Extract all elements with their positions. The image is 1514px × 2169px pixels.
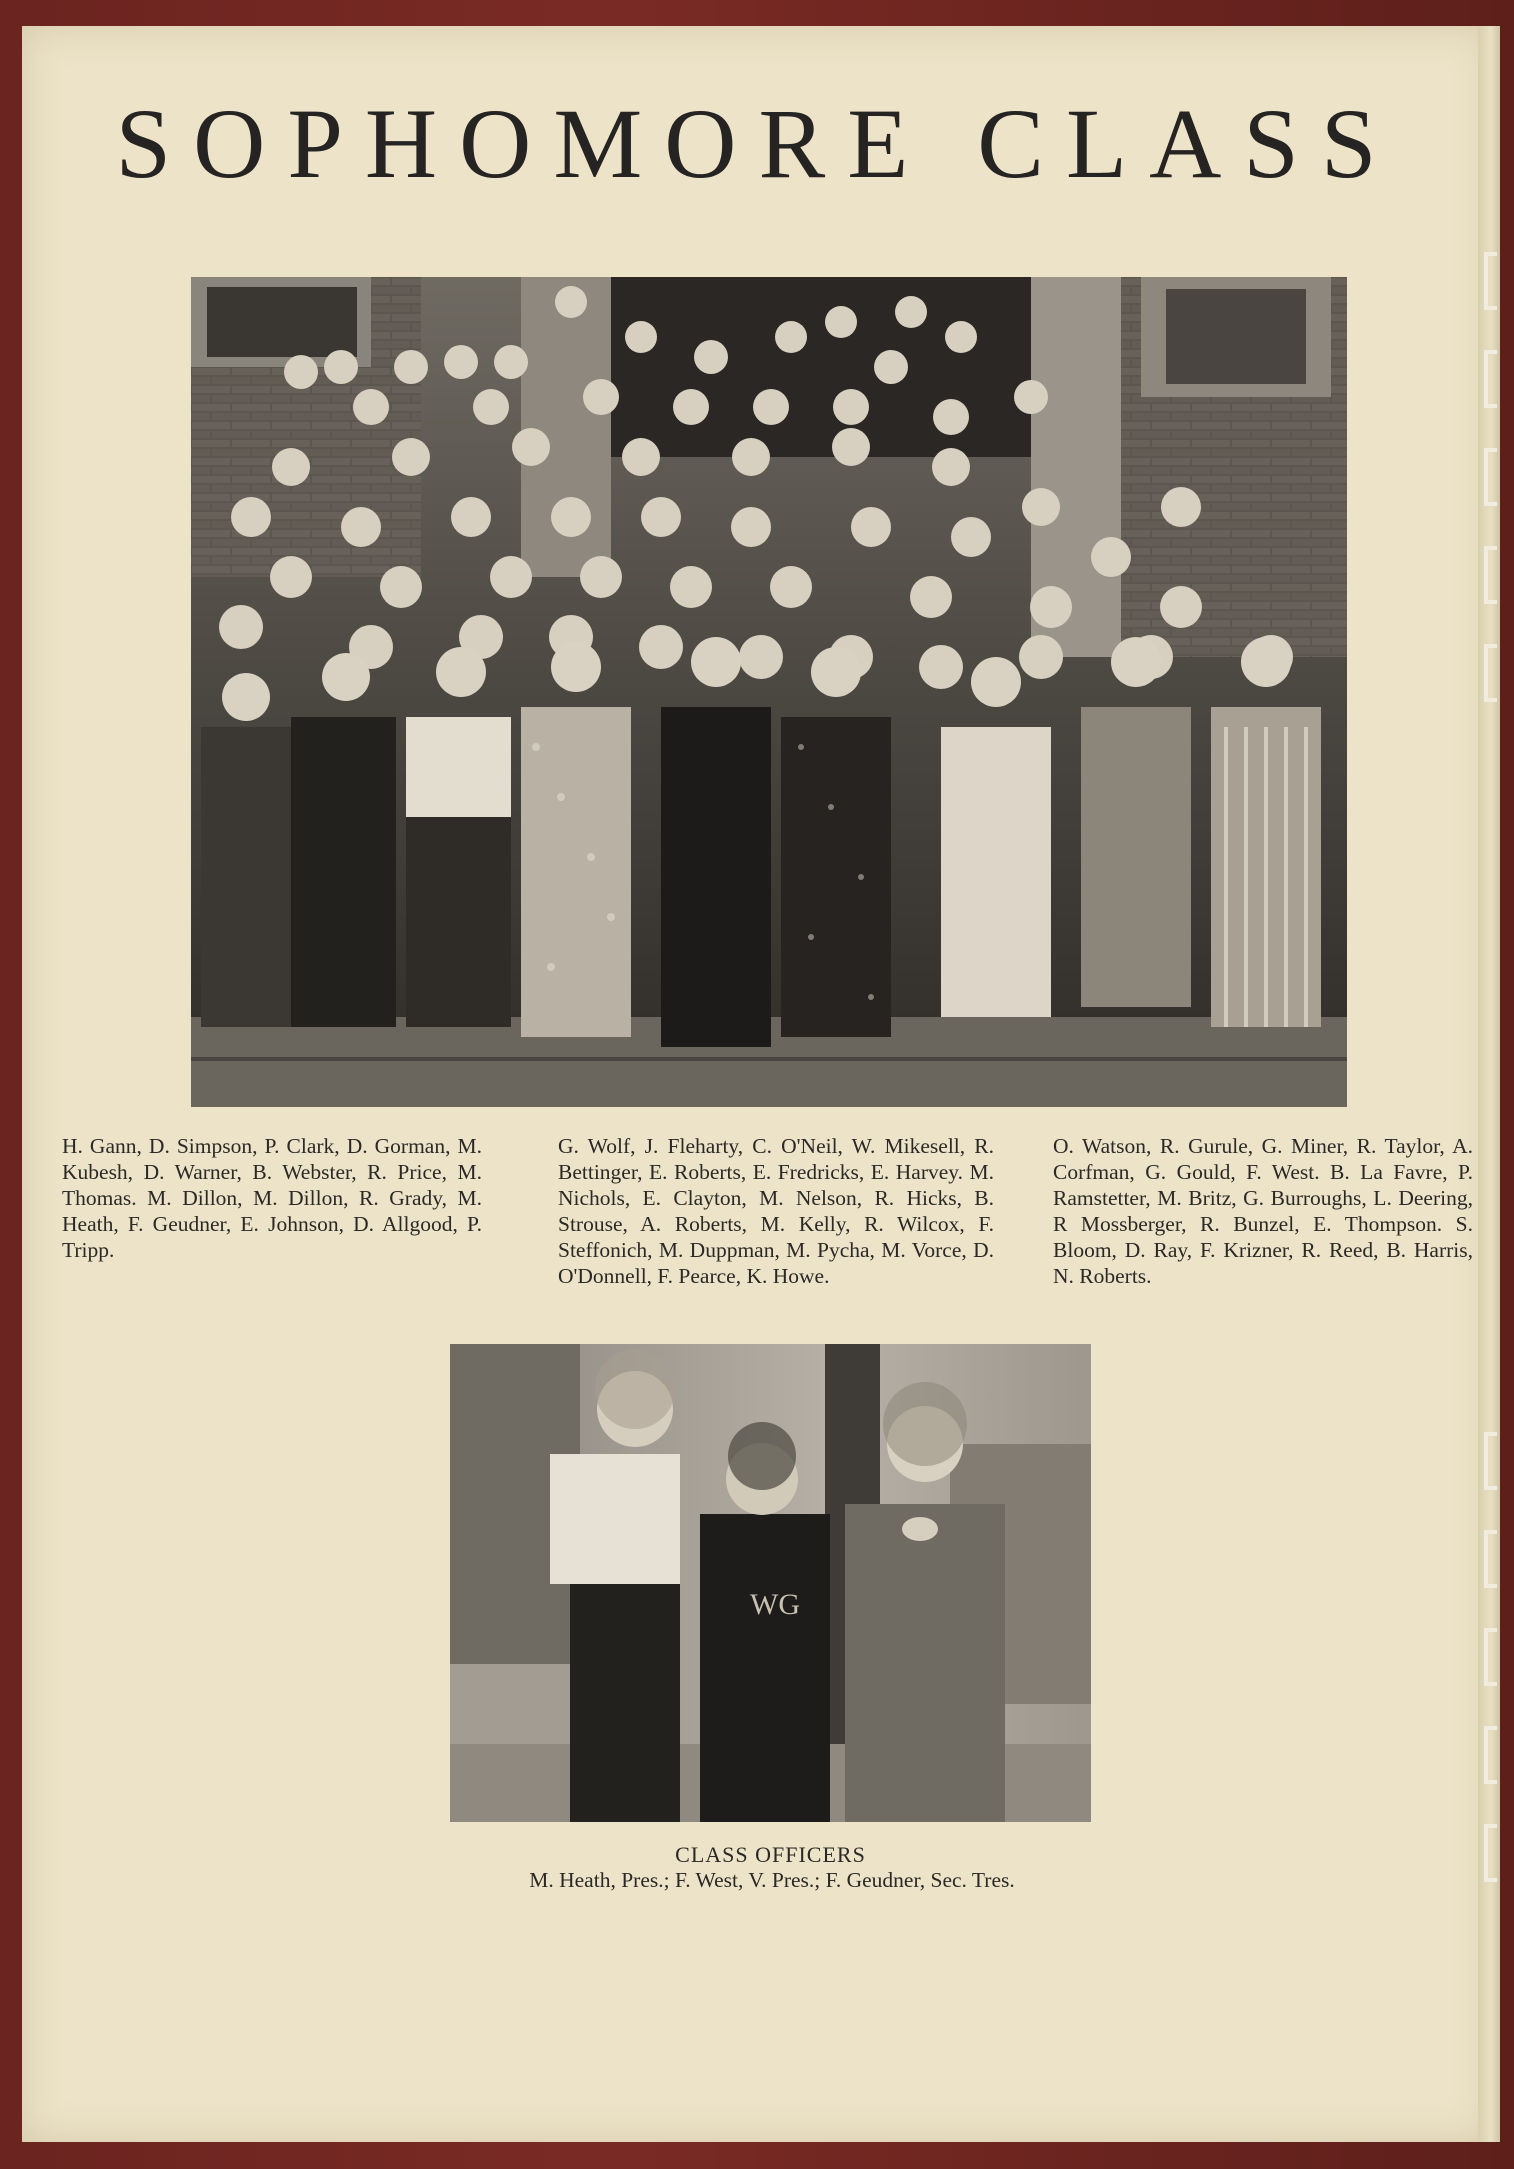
binder-tab-7 <box>1484 1530 1497 1588</box>
caption-column-1: H. Gann, D. Simpson, P. Clark, D. Gorman, M. Kubesh, D. Warner, B. Webster, R. Price, M. Thomas. M. Dillon, M. Dillon, R. Grady, M. Heath, F. Geudner, E. Johnson, D. Allgood, P. Tripp. <box>62 1134 482 1262</box>
binder-tab-4 <box>1484 546 1497 604</box>
binder-tab-10 <box>1484 1824 1497 1882</box>
caption-column-3: O. Watson, R. Gurule, G. Miner, R. Taylor, A. Corfman, G. Gould, F. West. B. La Favre, P. Ramstetter, M. Britz, G. Burroughs, L. Deering, R Mossberger, R. Bunzel, E. Thompson. S. Bloom, D. Ray, F. Krizner, R. Reed, B. Harris, N. Roberts. <box>1053 1134 1473 1288</box>
officers-heading: CLASS OFFICERS <box>675 1842 866 1867</box>
page-title: SOPHOMORE CLASS <box>115 88 1399 199</box>
yearbook-page <box>22 26 1492 2142</box>
class-officers-photo <box>450 1344 1091 1822</box>
caption-column-2: G. Wolf, J. Fleharty, C. O'Neil, W. Mikesell, R. Bettinger, E. Roberts, E. Fredricks, E. Harvey. M. Nichols, E. Clayton, M. Nelson, R. Hicks, B. Strouse, A. Roberts, M. Kelly, R. Wilcox, F. Steffonich, M. Duppman, M. Pycha, M. Vorce, D. O'Donnell, F. Pearce, K. Howe. <box>558 1134 994 1288</box>
binder-tab-2 <box>1484 350 1497 408</box>
binder-tab-9 <box>1484 1726 1497 1784</box>
binder-tab-3 <box>1484 448 1497 506</box>
binder-tab-6 <box>1484 1432 1497 1490</box>
binder-tab-1 <box>1484 252 1497 310</box>
binder-tab-8 <box>1484 1628 1497 1686</box>
svg-text:WG: WG <box>750 1588 800 1621</box>
class-group-photo <box>191 277 1347 1107</box>
binder-tab-5 <box>1484 644 1497 702</box>
officers-names: M. Heath, Pres.; F. West, V. Pres.; F. Geudner, Sec. Tres. <box>529 1868 1015 1892</box>
